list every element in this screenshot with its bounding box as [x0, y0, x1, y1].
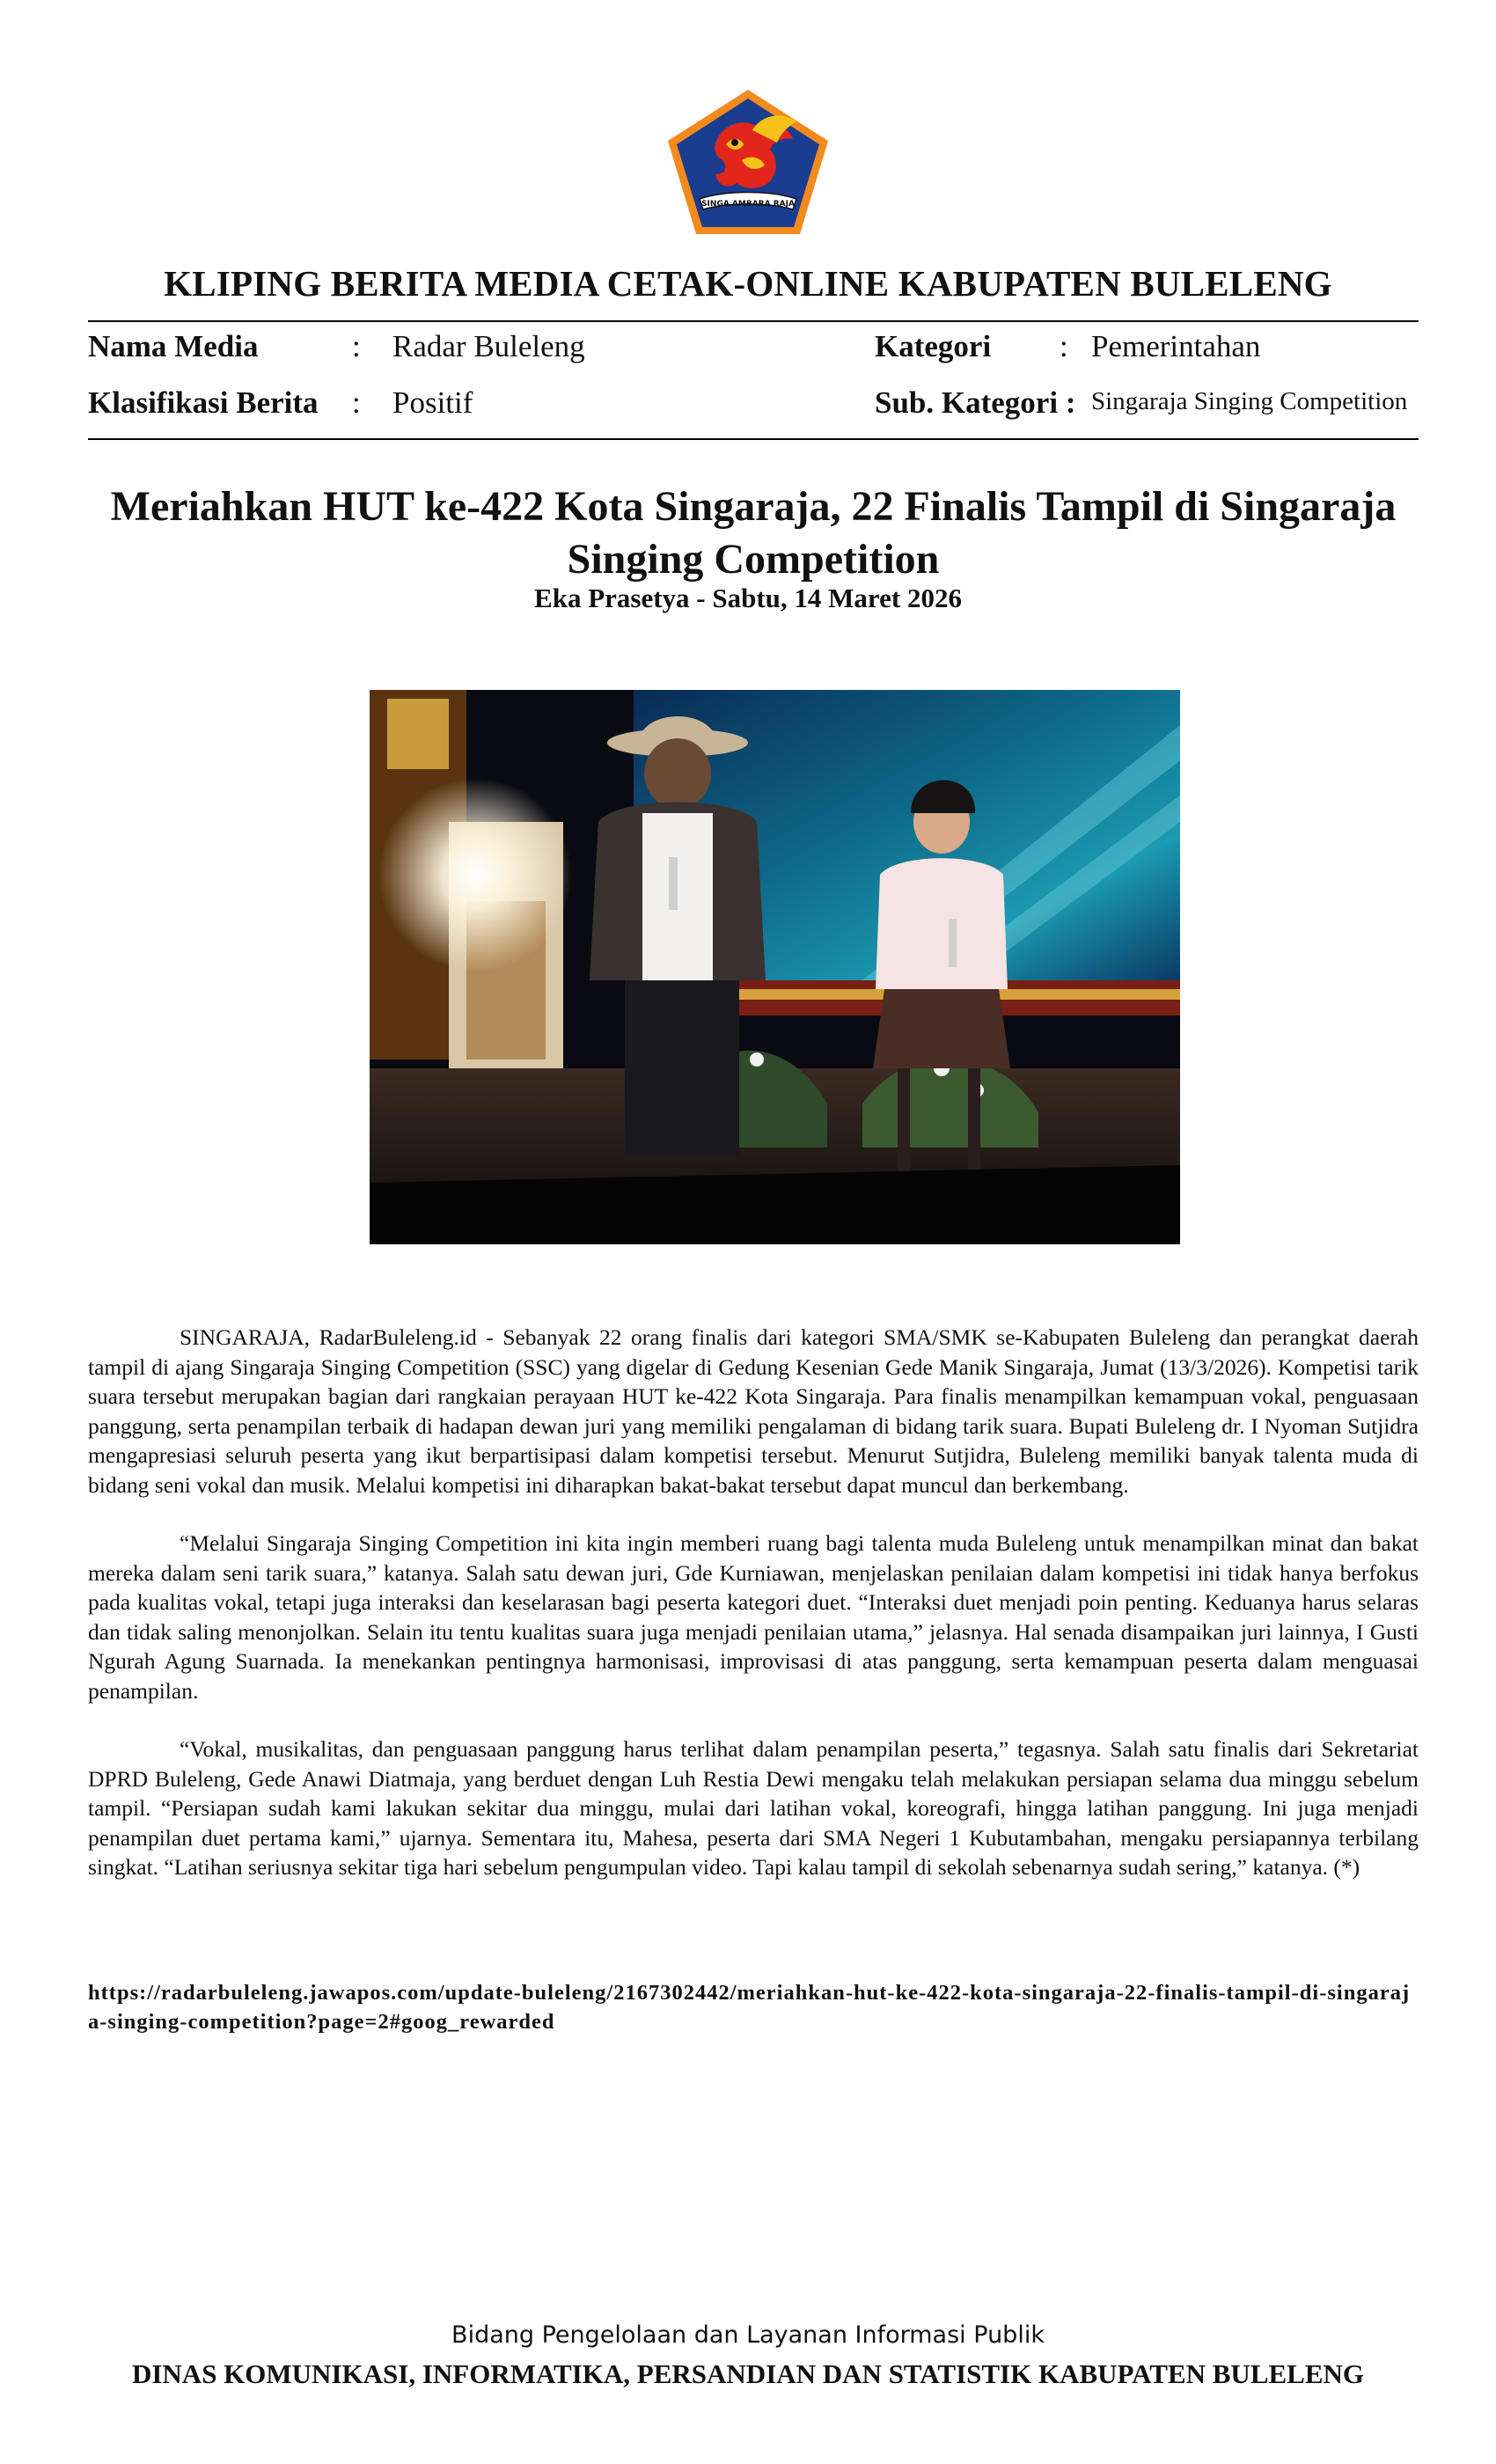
classification-label: Klasifikasi Berita — [88, 385, 319, 420]
source-url-link[interactable]: https://radarbuleleng.jawapos.com/update-buleleng/2167302442/meriahkan-hut-ke-422-kota-singaraja-22-finalis-tampil-di-singaraja-singing-competition?page=2#goog_rewarded — [88, 1981, 1411, 2034]
singa-ambara-raja-emblem-icon — [664, 86, 832, 238]
article-body — [88, 1323, 1419, 1911]
media-value: Radar Buleleng — [392, 329, 585, 363]
logo-motto: SINGA AMBARA RAJA — [701, 200, 795, 209]
document-title: KLIPING BERITA MEDIA CETAK-ONLINE KABUPATEN BULELENG — [164, 263, 1332, 304]
footer-division: Bidang Pengelolaan dan Layanan Informasi Publik — [451, 2321, 1045, 2349]
article-byline: Eka Prasetya - Sabtu, 14 Maret 2026 — [534, 583, 962, 613]
headline-line-2: Singing Competition — [567, 536, 940, 583]
subcategory-label: Sub. Kategori : — [875, 385, 1076, 420]
classification-separator: : — [352, 385, 361, 420]
media-label: Nama Media — [88, 329, 259, 363]
category-separator: : — [1060, 329, 1068, 363]
classification-value: Positif — [392, 385, 473, 420]
buleleng-regency-logo — [664, 86, 832, 238]
article-headline — [88, 480, 1419, 586]
headline-line-1: Meriahkan HUT ke-422 Kota Singaraja, 22 Finalis Tampil di Singaraja — [110, 483, 1397, 530]
article-photo — [370, 690, 1180, 1244]
media-separator: : — [352, 329, 361, 363]
subcategory-value: Singaraja Singing Competition — [1091, 387, 1408, 415]
category-label: Kategori — [875, 329, 992, 363]
stage-performance-photo — [370, 690, 1180, 1244]
category-value: Pemerintahan — [1091, 329, 1261, 363]
footer-agency: DINAS KOMUNIKASI, INFORMATIKA, PERSANDIAN DAN STATISTIK KABUPATEN BULELENG — [131, 2358, 1365, 2389]
article-paragraph: “Vokal, musikalitas, dan penguasaan panggung harus terlihat dalam penampilan peserta,” tegasnya. Salah satu finalis dari Sekretariat DPRD Buleleng, Gede Anawi Diatmaja, yang berduet dengan Luh Restia Dewi mengaku telah melakukan persiapan selama dua minggu sebelum tampil. “Persiapan sudah kami lakukan sekitar dua minggu, mulai dari latihan vokal, koreografi, hingga latihan panggung. Ini juga menjadi penampilan duet pertama kami,” ujarnya. Sementara itu, Mahesa, peserta dari SMA Negeri 1 Kubutambahan, mengaku persiapannya terbilang singkat. “Latihan seriusnya sekitar tiga hari sebelum pengumpulan video. Tapi kalau tampil di sekolah sebenarnya sudah sering,” katanya. (*) — [88, 1736, 1419, 1880]
article-paragraph: SINGARAJA, RadarBuleleng.id - Sebanyak 22 orang finalis dari kategori SMA/SMK se-Kabupaten Buleleng dan perangkat daerah tampil di ajang Singaraja Singing Competition (SSC) yang digelar di Gedung Kesenian Gede Manik Singaraja, Jumat (13/3/2026). Kompetisi tarik suara tersebut merupakan bagian dari rangkaian perayaan HUT ke-422 Kota Singaraja. Para finalis menampilkan kemampuan vokal, penguasaan panggung, serta penampilan terbaik di hadapan dewan juri yang memiliki pengalaman di bidang tarik suara. Bupati Buleleng dr. I Nyoman Sutjidra mengapresiasi seluruh peserta yang ikut berpartisipasi dalam kompetisi tersebut. Menurut Sutjidra, Buleleng memiliki banyak talenta muda di bidang seni vokal dan musik. Melalui kompetisi ini diharapkan bakat-bakat tersebut dapat muncul dan berkembang. — [88, 1324, 1419, 1498]
article-paragraph: “Melalui Singaraja Singing Competition ini kita ingin memberi ruang bagi talenta muda Buleleng untuk menampilkan minat dan bakat mereka dalam seni tarik suara,” katanya. Salah satu dewan juri, Gde Kurniawan, menjelaskan penilaian dalam kompetisi ini tidak hanya berfokus pada kualitas vokal, tetapi juga interaksi dan keselarasan bagi peserta kategori duet. “Interaksi duet menjadi poin penting. Keduanya harus selaras dan tidak saling menonjolkan. Selain itu tentu kualitas suara juga menjadi penilaian utama,” jelasnya. Hal senada disampaikan juri lainnya, I Gusti Ngurah Agung Suarnada. Ia menekankan pentingnya harmonisasi, improvisasi di atas panggung, serta kemampuan peserta dalam menguasai penampilan. — [88, 1530, 1419, 1704]
header-divider-bottom — [88, 438, 1419, 440]
header-divider-top — [88, 320, 1419, 322]
